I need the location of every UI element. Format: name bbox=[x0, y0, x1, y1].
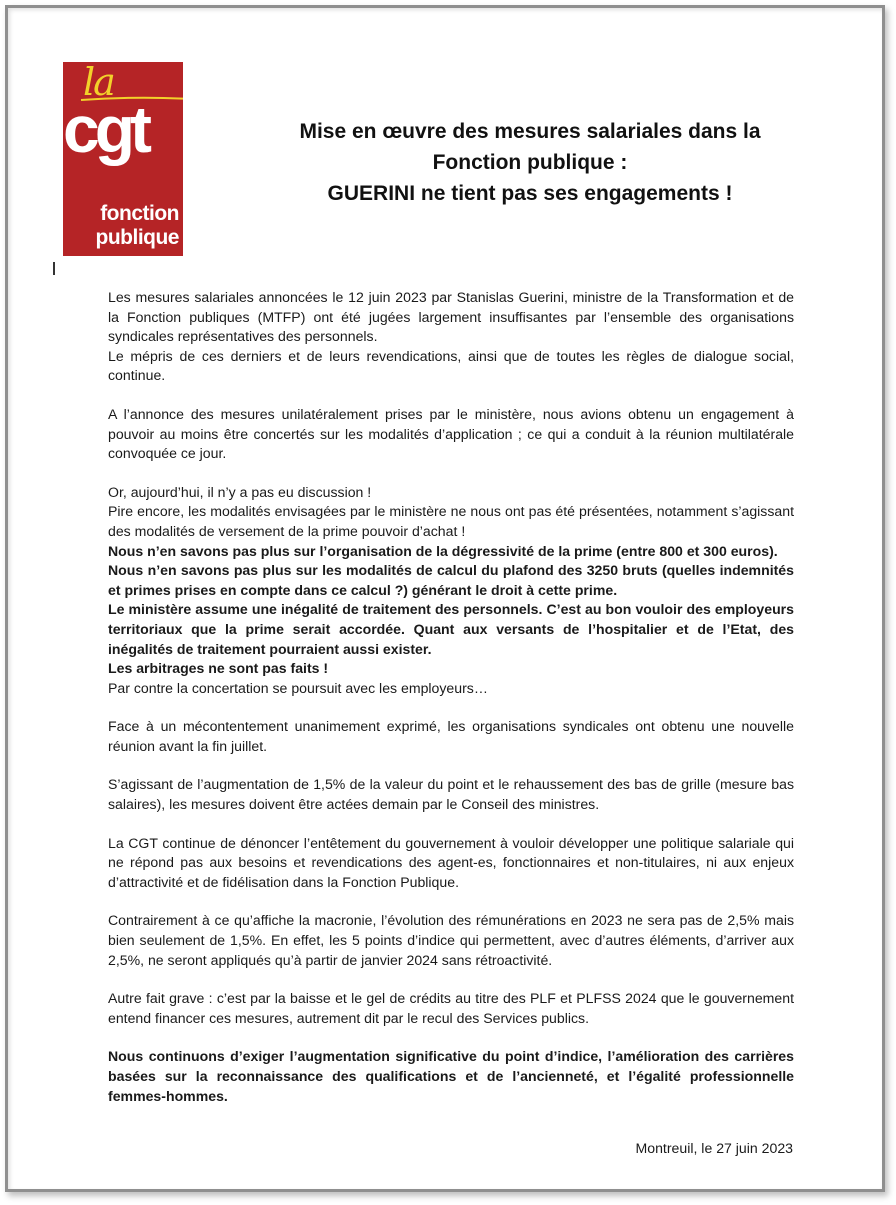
bold-text-line: Nous n’en savons pas plus sur les modalités de calcul du plafond des 3250 bruts (quelles indemnités et primes prises en compte dans ce calcul ?) générant le droit à cette prime. bbox=[108, 562, 794, 598]
text-line: Pire encore, les modalités envisagées par le ministère ne nous ont pas été présentées, notamment s’agissant des modalités de versement de la prime pouvoir d’achat ! bbox=[108, 503, 794, 539]
logo-cgt-text: cgt bbox=[63, 92, 147, 166]
text-cursor bbox=[53, 262, 55, 275]
text-line: Or, aujourd’hui, il n’y a pas eu discussion ! bbox=[108, 483, 372, 500]
paragraph-5 bbox=[108, 775, 794, 814]
text-line: Contrairement à ce qu’affiche la macronie, l’évolution des rémunérations en 2023 ne sera pas de 2,5% mais bien seulement de 1,5%. En effet, les 5 points d’indice qui permettent, avec d’autres éléments, d’arriver aux 2,5%, ne seront appliqués qu’à partir de janvier 2024 sans rétroactivité. bbox=[108, 912, 794, 968]
logo-fonction-publique-text bbox=[96, 202, 180, 250]
text-line: Face à un mécontentement unanimement exprimé, les organisations syndicales ont obtenu une nouvelle réunion avant la fin juillet. bbox=[108, 718, 794, 754]
paragraph-1 bbox=[108, 288, 794, 386]
paragraph-3 bbox=[108, 483, 794, 699]
text-line: A l’annonce des mesures unilatéralement prises par le ministère, nous avions obtenu un engagement à pouvoir au moins être concertés sur les modalités d’application ; ce qui a conduit à la réunion multilatérale convoquée ce jour. bbox=[108, 405, 794, 462]
document-body bbox=[108, 288, 794, 1106]
text-line: Autre fait grave : c’est par la baisse et le gel de crédits au titre des PLF et PLFSS 2024 que le gouvernement entend financer ces mesures, autrement dit par le recul des Services publics. bbox=[108, 990, 794, 1026]
text-line: Le mépris de ces derniers et de leurs revendications, ainsi que de toutes les règles de dialogue social, continue. bbox=[108, 347, 794, 384]
bold-text-line: Nous continuons d’exiger l’augmentation significative du point d’indice, l’amélioration des carrières basées sur la reconnaissance des qualifications et de l’ancienneté, et l’égalité professionnelle femmes-hommes. bbox=[108, 1048, 794, 1104]
text-line: S’agissant de l’augmentation de 1,5% de la valeur du point et le rehaussement des bas de grille (mesure bas salaires), les mesures doivent être actées demain par le Conseil des ministres. bbox=[108, 776, 794, 813]
title-line-2: Fonction publique : bbox=[432, 151, 628, 174]
bold-text-line: Les arbitrages ne sont pas faits ! bbox=[108, 660, 329, 677]
text-line: La CGT continue de dénoncer l’entêtement du gouvernement à vouloir développer une politique salariale qui ne répond pas aux besoins et revendications des agent-es, fonctionnaires et non-titulaires, ni aux enjeux d’attractivité et de fidélisation dans la Fonction Publique. bbox=[108, 834, 794, 890]
paragraph-2 bbox=[108, 405, 794, 464]
text-line: Par contre la concertation se poursuit avec les employeurs… bbox=[108, 679, 488, 696]
logo-line-1: fonction bbox=[100, 202, 179, 225]
logo-la-text: la bbox=[83, 62, 114, 104]
paragraph-8 bbox=[108, 989, 794, 1028]
title-line-1: Mise en œuvre des mesures salariales dans la bbox=[299, 120, 761, 143]
bold-text-line: Nous n’en savons pas plus sur l’organisation de la dégressivité de la prime (entre 800 et 300 euros). bbox=[108, 542, 778, 559]
document-title bbox=[250, 116, 810, 209]
paragraph-4 bbox=[108, 717, 794, 756]
text-line: Les mesures salariales annoncées le 12 juin 2023 par Stanislas Guerini, ministre de la Transformation et de la Fonction publiques (MTFP) ont été jugées largement insuffisantes par l’ensemble des organisations syndicales représentatives des personnels. bbox=[108, 289, 794, 345]
signature-date: Montreuil, le 27 juin 2023 bbox=[635, 1140, 793, 1156]
bold-text-line: Le ministère assume une inégalité de traitement des personnels. C’est au bon vouloir des employeurs territoriaux que la prime serait accordée. Quant aux versants de l’hospitalier et de l’Etat, des inégalités de traitement pourraient aussi exister. bbox=[108, 601, 794, 657]
logo-line-2: publique bbox=[95, 226, 179, 249]
cgt-fonction-publique-logo bbox=[63, 62, 183, 256]
paragraph-9 bbox=[108, 1047, 794, 1106]
paragraph-7 bbox=[108, 911, 794, 970]
title-line-3: GUERINI ne tient pas ses engagements ! bbox=[327, 182, 733, 205]
paragraph-6 bbox=[108, 834, 794, 893]
